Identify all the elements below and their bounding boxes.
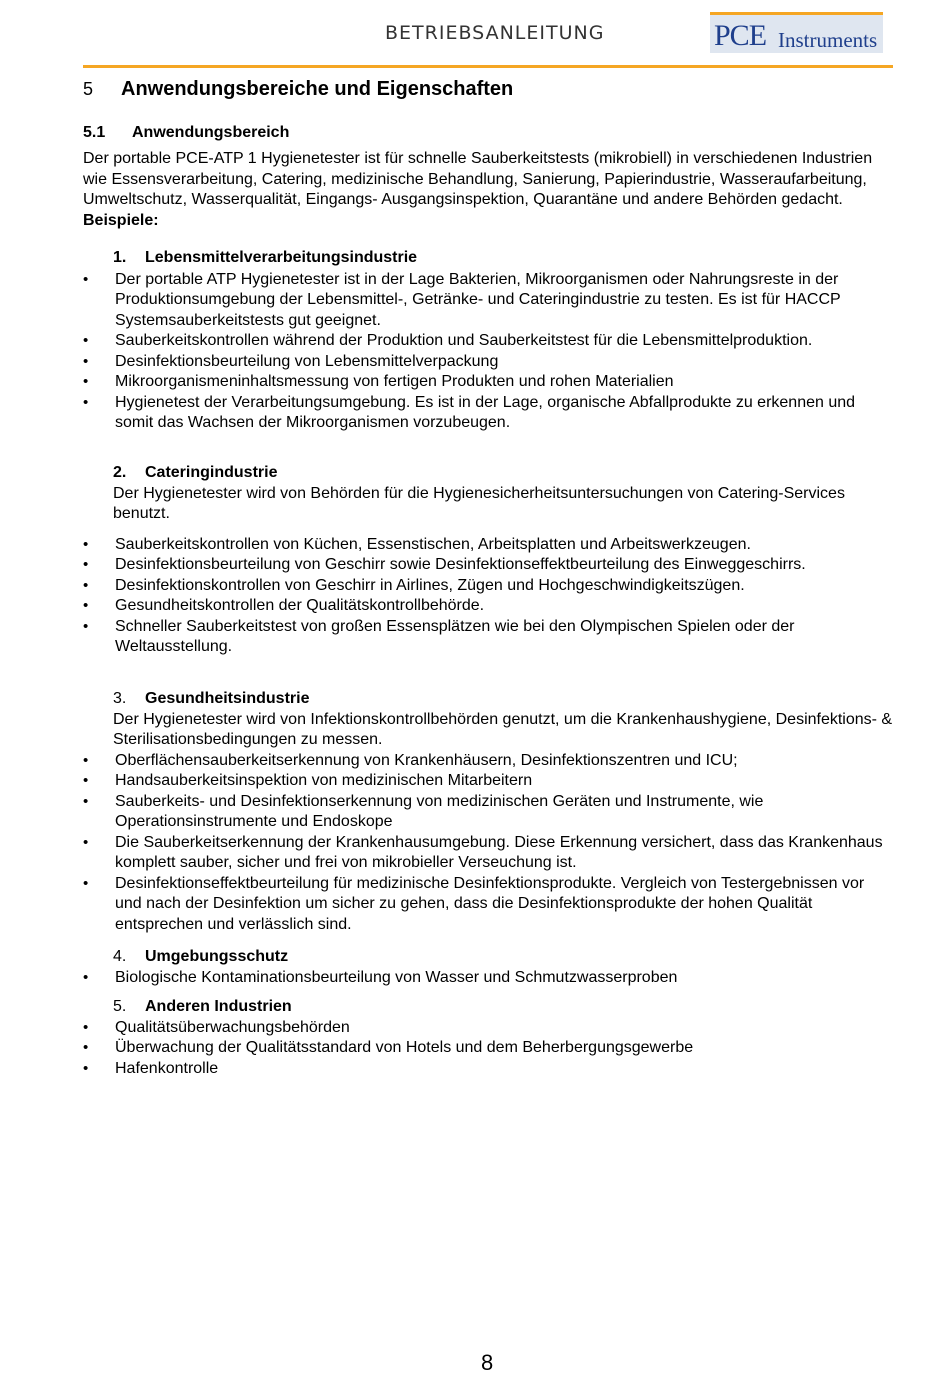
list-item: • Der portable ATP Hygienetester ist in der Lage Bakterien, Mikroorganismen oder Nahrungsreste in der Produktionsumgebung der Lebensmittel-, Getränke- und Cateringindustrie zu testen. Es ist für HACCP Systemsauberkeitstests gut geeignet. [83,270,893,332]
industry-heading [113,689,893,710]
examples-label: Beispiele: [83,211,159,229]
list-item: • Überwachung der Qualitätsstandard von Hotels und dem Beherbergungsgewerbe [83,1038,893,1059]
logo-pce-text: PCE [714,19,767,52]
intro-text: Der portable PCE-ATP 1 Hygienetester ist für schnelle Sauberkeitstests (mikrobiell) in verschiedenen Industrien wie Essensverarbeitung, Catering, medizinische Behandlung, Sanierung, Papierindustrie, Wasseraufarbeitung, Umweltschutz, Wasserqualität, Eingangs- Ausgangsinspektion, Quarantäne und andere Behörden gedacht. [83,150,873,208]
industry-section-food [113,248,893,434]
list-item: • Sauberkeits- und Desinfektionserkennung von medizinischen Geräten und Instrumente, wie Operationsinstrumente und Endoskope [83,792,893,833]
industry-title: Gesundheitsindustrie [145,690,310,707]
industry-number: 5. [113,998,127,1015]
chapter-heading [83,79,513,100]
industry-number: 4. [113,948,127,965]
industry-number: 1. [113,249,127,266]
list-item: • Qualitätsüberwachungsbehörden [83,1018,893,1039]
industry-heading [113,947,893,968]
bullet-list [83,751,893,936]
industry-section-health [113,689,893,935]
industry-section-environment [113,947,893,988]
industry-number: 2. [113,464,127,481]
list-item: • Schneller Sauberkeitstest von großen Essensplätzen wie bei den Olympischen Spielen oder der Weltausstellung. [83,617,893,658]
list-item: • Mikroorganismeninhaltsmessung von fertigen Produkten und rohen Materialien [83,372,893,393]
list-item: • Die Sauberkeitserkennung der Krankenhausumgebung. Diese Erkennung versichert, dass das Krankenhaus komplett sauber, sicher und frei von mikrobieller Verseuchung ist. [83,833,893,874]
industry-heading [113,997,893,1018]
industry-title: Cateringindustrie [145,464,278,481]
page-number: 8 [481,1350,494,1375]
industry-section-other [113,997,893,1079]
intro-paragraph [83,149,873,231]
industry-description: Der Hygienetester wird von Infektionskontrollbehörden genutzt, um die Krankenhaushygiene, Desinfektions- & Sterilisationsbedingungen zu messen. [113,710,893,748]
list-item: • Hygienetest der Verarbeitungsumgebung. Es ist in der Lage, organische Abfallprodukte zu erkennen und somit das Wachsen der Mikroorganismen vorzubeugen. [83,393,893,434]
pce-instruments-logo [710,12,883,55]
section-title: Anwendungsbereich [132,124,290,141]
bullet-list [83,535,893,658]
list-item: • Desinfektionsbeurteilung von Geschirr sowie Desinfektionseffektbeurteilung des Einweggeschirrs. [83,555,893,576]
section-heading [83,123,289,144]
bullet-list [83,968,893,989]
list-item: • Gesundheitskontrollen der Qualitätskontrollbehörde. [83,596,893,617]
industry-heading [113,248,893,269]
logo-instruments-text: Instruments [778,28,878,52]
bullet-list [83,270,893,434]
industry-title: Anderen Industrien [145,998,292,1015]
list-item: • Sauberkeitskontrollen von Küchen, Essenstischen, Arbeitsplatten und Arbeitswerkzeugen. [83,535,893,556]
list-item: • Sauberkeitskontrollen während der Produktion und Sauberkeitstest für die Lebensmittelproduktion. [83,331,893,352]
list-item: • Desinfektionseffektbeurteilung für medizinische Desinfektionsprodukte. Vergleich von Testergebnissen vor und nach der Desinfektion um sicher zu gehen, dass die Desinfektionsprodukte der hohen Qualität entsprechen und verlässlich sind. [83,874,893,936]
section-number: 5.1 [83,124,106,141]
chapter-number: 5 [83,79,94,99]
list-item: • Handsauberkeitsinspektion von medizinischen Mitarbeitern [83,771,893,792]
chapter-title: Anwendungsbereiche und Eigenschaften [121,78,514,100]
industry-section-catering [113,463,893,658]
industry-title: Umgebungsschutz [145,948,289,965]
industry-heading [113,463,893,484]
list-item: • Desinfektionsbeurteilung von Lebensmittelverpackung [83,352,893,373]
industry-number: 3. [113,690,127,707]
header-divider [83,65,893,68]
list-item: • Desinfektionskontrollen von Geschirr in Airlines, Zügen und Hochgeschwindigkeitszügen. [83,576,893,597]
industry-description: Der Hygienetester wird von Behörden für die Hygienesicherheitsuntersuchungen von Catering-Services benutzt. [113,484,845,522]
document-title: BETRIEBSANLEITUNG [385,22,605,44]
industry-title: Lebensmittelverarbeitungsindustrie [145,249,418,266]
list-item: • Biologische Kontaminationsbeurteilung von Wasser und Schmutzwasserproben [83,968,893,989]
list-item: • Oberflächensauberkeitserkennung von Krankenhäusern, Desinfektionszentren und ICU; [83,751,893,772]
bullet-list [83,1018,893,1080]
list-item: • Hafenkontrolle [83,1059,893,1080]
